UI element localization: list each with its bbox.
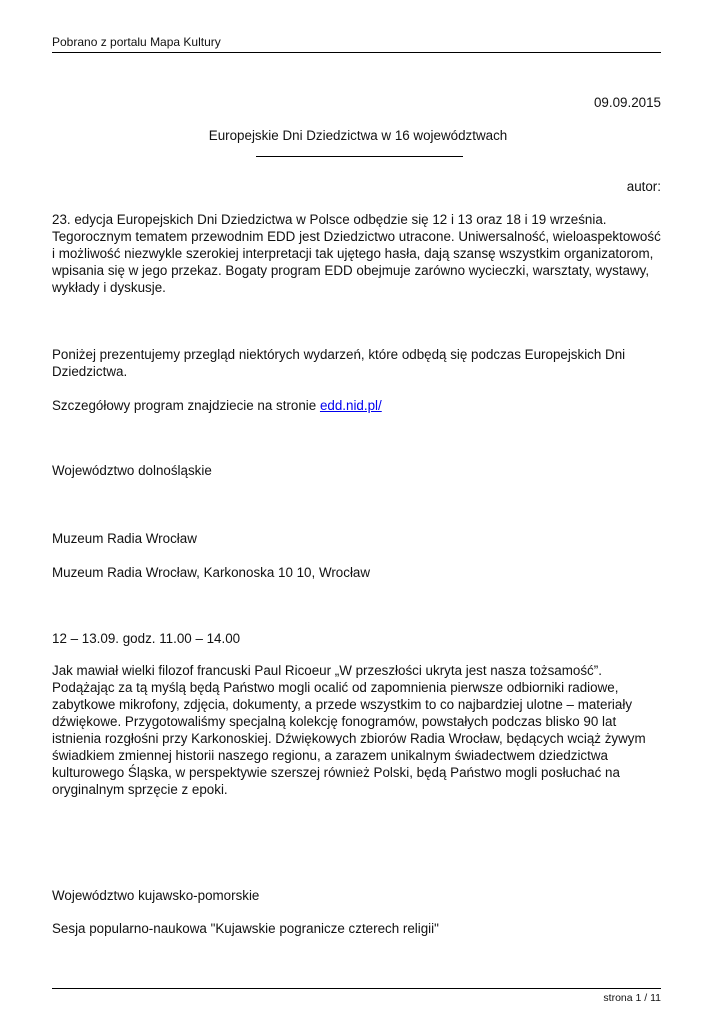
event-time: 12 – 13.09. godz. 11.00 – 14.00 xyxy=(52,631,241,646)
intro-paragraph: 23. edycja Europejskich Dni Dziedzictwa w Polsce odbędzie się 12 i 13 oraz 18 i 19 września. Tegorocznym tematem przewodnim EDD jest Dziedzictwo utracone. Uniwersalność, wieloaspektowość i możliwość niezwykle szerokiej interpretacji tak ujętego hasła, dają szansę wszystkim organizatorom, wpisania się w jego przekaz. Bogaty program EDD obejmuje zarówno wycieczki, warsztaty, wystawy, wykłady i dyskusje. xyxy=(52,212,661,295)
header-source: Pobrano z portalu Mapa Kultury xyxy=(52,35,221,49)
program-text: Szczegółowy program znajdziecie na stronie xyxy=(52,398,320,413)
region-heading: Województwo kujawsko-pomorskie xyxy=(52,888,260,903)
program-paragraph xyxy=(52,397,664,414)
article-title: Europejskie Dni Dziedzictwa w 16 województwach xyxy=(208,128,508,143)
title-underline xyxy=(256,156,463,157)
venue-address: Muzeum Radia Wrocław, Karkonoska 10 10, Wrocław xyxy=(52,565,371,580)
article-date: 09.09.2015 xyxy=(593,95,661,110)
venue-name: Muzeum Radia Wrocław xyxy=(52,531,197,546)
event-description: Jak mawiał wielki filozof francuski Paul Ricoeur „W przeszłości ukryta jest nasza tożsamość”. Podążając za tą myślą będą Państwo mogli ocalić od zapomnienia pierwsze odbiorniki radiowe, zabytkowe mikrofony, zdjęcia, dokumenty, a przede wszystkim to co najbardziej ulotne – materiały dźwiękowe. Przygotowaliśmy specjalną kolekcję fonogramów, powstałych podczas blisko 90 lat istnienia rozgłośni przy Karkonoskiej. Dźwiękowych zbiorów Radia Wrocław, będących wciąż żywym świadkiem zmiennej historii naszego regionu, a zarazem unikalnym świadectwem dziedzictwa kulturowego Śląska, w perspektywie szerszej również Polski, będą Państwo mogli posłuchać na oryginalnym sprzęcie z epoki. xyxy=(52,663,646,797)
footer-divider xyxy=(52,988,661,989)
author-label: autor: xyxy=(626,179,661,194)
header-divider xyxy=(52,52,661,53)
overview-paragraph: Poniżej prezentujemy przegląd niektórych wydarzeń, które odbędą się podczas Europejskich Dni Dziedzictwa. xyxy=(52,347,626,379)
region-heading: Województwo dolnośląskie xyxy=(52,463,212,478)
event-title: Sesja popularno-naukowa "Kujawskie pogranicze czterech religii" xyxy=(52,921,439,936)
page-number: strona 1 / 11 xyxy=(603,992,661,1004)
program-link[interactable]: edd.nid.pl/ xyxy=(319,398,382,413)
